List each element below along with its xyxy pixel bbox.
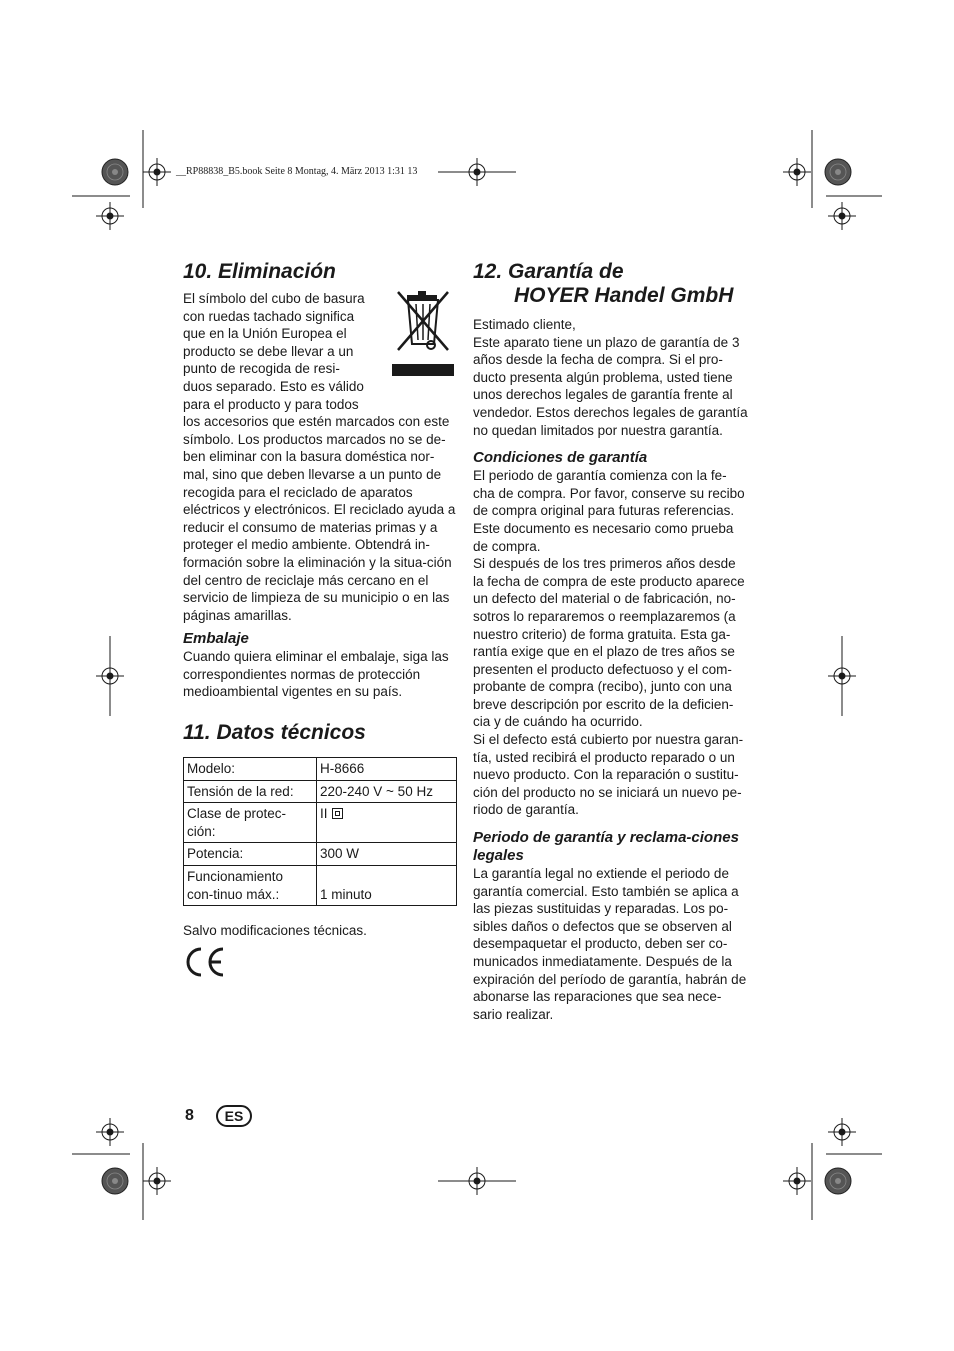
spec-value-cell bbox=[317, 803, 457, 843]
section-10-intro-continued: los accesorios que estén marcados con este símbolo. Los productos marcados no se de-ben eliminar con la basura doméstica nor-mal, sino que deben llevarse a un punto de recogida para el reciclado de aparatos eléctricos y electrónicos. El reciclado ayuda a reducir el consumo de materias primas y a proteger el medio ambiente. Obtendrá in-formación sobre la eliminación y la situa-ción del centro de reciclaje más cercano en el servicio de limpieza de su municipio o en las páginas amarillas. bbox=[183, 414, 456, 623]
spec-value: II bbox=[320, 806, 328, 822]
table-row bbox=[184, 843, 457, 866]
spec-label: Clase de protec-ción: bbox=[184, 803, 317, 843]
section-12-title-line1: 12. Garantía de bbox=[473, 260, 624, 283]
spec-value: 220-240 V ~ 50 Hz bbox=[317, 780, 457, 803]
technical-data-table bbox=[183, 757, 457, 906]
table-row bbox=[184, 780, 457, 803]
section-10-title: 10. Eliminación bbox=[183, 260, 336, 283]
right-column bbox=[473, 260, 748, 1023]
packaging-text: Cuando quiera eliminar el embalaje, siga las correspondientes normas de protección medioambiental vigentes en su país. bbox=[183, 649, 449, 700]
left-column bbox=[183, 260, 457, 983]
section-12-title-line2: HOYER Handel GmbH bbox=[514, 284, 734, 307]
section-10-intro: El símbolo del cubo de basura con ruedas tachado significa que en la Unión Europea el producto se debe llevar a un punto de recogida de resi-duos separado. Esto es válido para el producto y para todos bbox=[183, 291, 365, 412]
packaging-heading: Embalaje bbox=[183, 630, 249, 648]
protection-class-ii-icon bbox=[332, 808, 343, 819]
period-text: La garantía legal no extiende el periodo de garantía comercial. Esto también se aplica a las piezas sustituidas y reparadas. Los po-sibles daños o defectos que se observen al desempaquetar el producto, deben ser co-municados inmediatamente. Después de la expiración del período de garantía, habrán de abonarse las reparaciones que sea nece-sario realizar. bbox=[473, 866, 747, 1022]
spec-label: Tensión de la red: bbox=[184, 780, 317, 803]
technical-note: Salvo modificaciones técnicas. bbox=[183, 923, 367, 939]
warranty-intro: Este aparato tiene un plazo de garantía de 3 años desde la fecha de compra. Si el pro-ducto presenta algún problema, usted tiene unos derechos legales de garantía frente al vendedor. Estos derechos legales de garantía no quedan limitados por nuestra garantía. bbox=[473, 334, 748, 438]
table-row bbox=[184, 866, 457, 906]
conditions-paragraph-2: Si después de los tres primeros años desde la fecha de compra de este producto aparece un defecto del material o de fabricación, no-sotros lo repararemos o reemplazaremos (a nuestro criterio) de forma gratuita. Esta ga-rantía exige que en el plazo de tres años se presenten el producto defectuoso y el com-probante de compra (recibo), junto con una breve descripción por escrito de la deficien-cia y de cuándo ha ocurrido. bbox=[473, 556, 745, 730]
file-header: __RP88838_B5.book Seite 8 Montag, 4. März 2013 1:31 13 bbox=[176, 166, 418, 177]
greeting: Estimado cliente, bbox=[473, 317, 576, 332]
table-row bbox=[184, 803, 457, 843]
page-number: 8 bbox=[185, 1107, 194, 1124]
conditions-paragraph-3: Si el defecto está cubierto por nuestra garan-tía, usted recibirá el producto reparado o un nuevo producto. Con la reparación o sustitu-ción del producto no se iniciará un nuevo pe-riodo de garantía. bbox=[473, 732, 744, 818]
ce-mark-icon bbox=[183, 946, 227, 978]
crossed-out-wheelie-bin-icon bbox=[390, 286, 456, 386]
conditions-heading: Condiciones de garantía bbox=[473, 449, 648, 467]
spec-label: Potencia: bbox=[184, 843, 317, 866]
conditions-paragraph-1: El periodo de garantía comienza con la fe-cha de compra. Por favor, conserve su recibo de compra original para futuras referencias. Este documento es necesario como prueba de compra. bbox=[473, 468, 745, 554]
table-row bbox=[184, 758, 457, 781]
spec-label: Modelo: bbox=[184, 758, 317, 781]
spec-label: Funcionamiento con-tinuo máx.: bbox=[184, 866, 317, 906]
spec-value: H-8666 bbox=[317, 758, 457, 781]
language-badge: ES bbox=[216, 1105, 252, 1127]
spec-value: 1 minuto bbox=[317, 866, 457, 906]
period-heading: Periodo de garantía y reclama-ciones legales bbox=[473, 829, 739, 865]
section-11-title: 11. Datos técnicos bbox=[183, 721, 366, 745]
spec-value: 300 W bbox=[317, 843, 457, 866]
